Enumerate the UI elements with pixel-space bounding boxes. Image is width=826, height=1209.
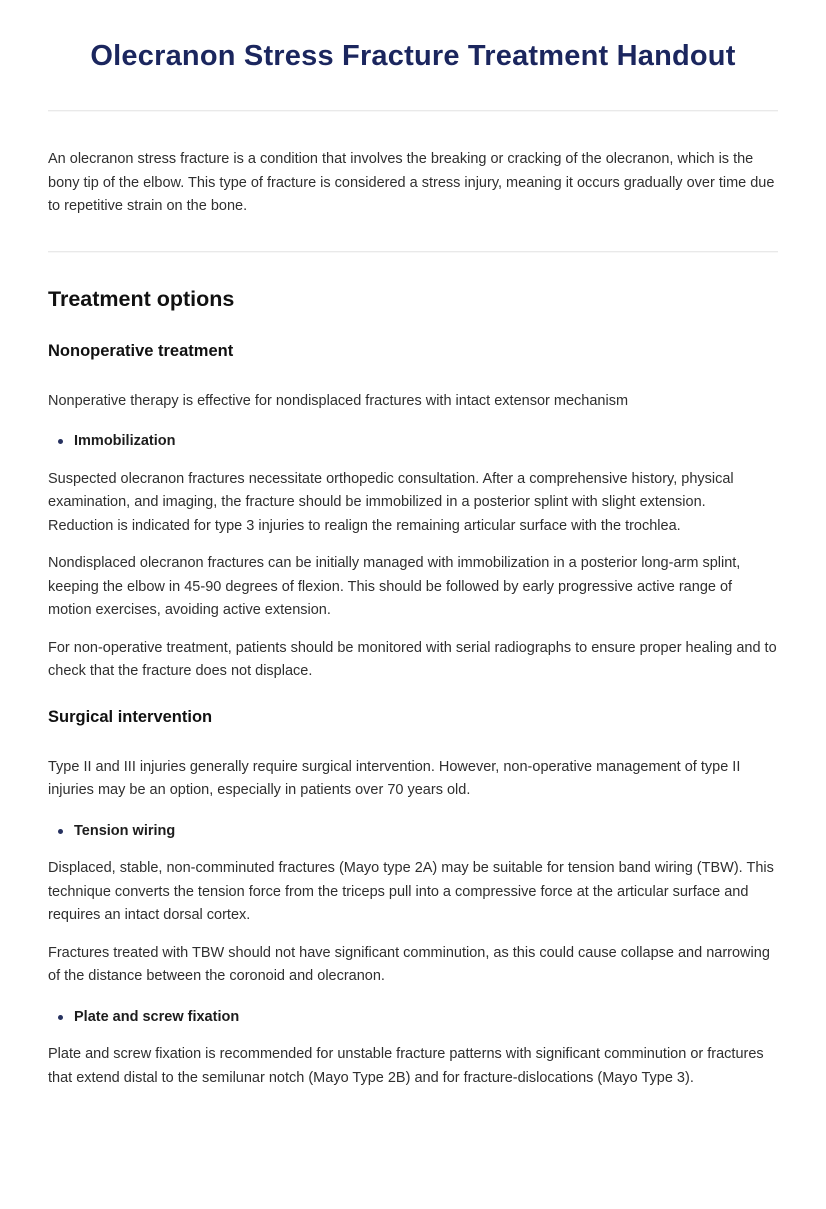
bullet-label-tension-wiring: Tension wiring: [74, 822, 176, 839]
nonoperative-paragraph-3: For non-operative treatment, patients should be monitored with serial radiographs to ensure proper healing and to check that the fracture does not displace.: [48, 639, 781, 679]
bullet-item-tension-wiring: [58, 820, 778, 844]
divider-top: [48, 110, 778, 112]
bullet-item-immobilization: [58, 430, 778, 454]
nonoperative-paragraph-2: Nondisplaced olecranon fractures can be initially managed with immobilization in a posterior long-arm splint, keeping the elbow in 45-90 degrees of flexion. This should be followed by early progressive active range of motion exercises, avoiding active extension.: [48, 555, 745, 618]
bullet-icon: [58, 1015, 63, 1020]
divider-middle: [48, 251, 778, 253]
bullet-icon: [58, 439, 63, 444]
surgical-paragraph-3: Fractures treated with TBW should not have significant comminution, as this could cause collapse and narrowing of the distance between the coronoid and olecranon.: [48, 944, 774, 984]
bullet-icon: [58, 829, 63, 834]
bullet-label-plate-screw-fixation: Plate and screw fixation: [74, 1008, 240, 1025]
page-title: Olecranon Stress Fracture Treatment Handout: [90, 40, 736, 72]
surgical-paragraph-4: Plate and screw fixation is recommended for unstable fracture patterns with significant comminution or fractures that extend distal to the semilunar notch (Mayo Type 2B) and for fracture-dislocations (Mayo Type 3).: [48, 1046, 768, 1086]
subsection-heading-nonoperative: Nonoperative treatment: [48, 341, 234, 360]
section-heading-treatment-options: Treatment options: [48, 286, 235, 311]
bullet-label-immobilization: Immobilization: [74, 433, 176, 449]
nonoperative-lead-paragraph: Nonperative therapy is effective for nondisplaced fractures with intact extensor mechanism: [48, 392, 629, 409]
nonoperative-paragraph-1: Suspected olecranon fractures necessitate orthopedic consultation. After a comprehensive history, physical examination, and imaging, the fracture should be immobilized in a posterior splint with slight extension. Reduction is indicated for type 3 injuries to realign the remaining articular surface with the trochlea.: [48, 470, 738, 534]
surgical-paragraph-1: Type II and III injuries generally require surgical intervention. However, non-operative management of type II injuries may be an option, especially in patients over 70 years old.: [48, 758, 745, 798]
document-page: [0, 40, 826, 1209]
bullet-item-plate-screw-fixation: [58, 1006, 778, 1030]
intro-paragraph: An olecranon stress fracture is a condition that involves the breaking or cracking of the olecranon, which is the bony tip of the elbow. This type of fracture is considered a stress injury, meaning it occurs gradually over time due to repetitive strain on the bone.: [48, 151, 779, 214]
surgical-paragraph-2: Displaced, stable, non-comminuted fractures (Mayo type 2A) may be suitable for tension band wiring (TBW). This technique converts the tension force from the triceps pull into a compressive force at the articular surface and requires an intact dorsal cortex.: [48, 860, 778, 923]
subsection-heading-surgical: Surgical intervention: [48, 707, 213, 726]
